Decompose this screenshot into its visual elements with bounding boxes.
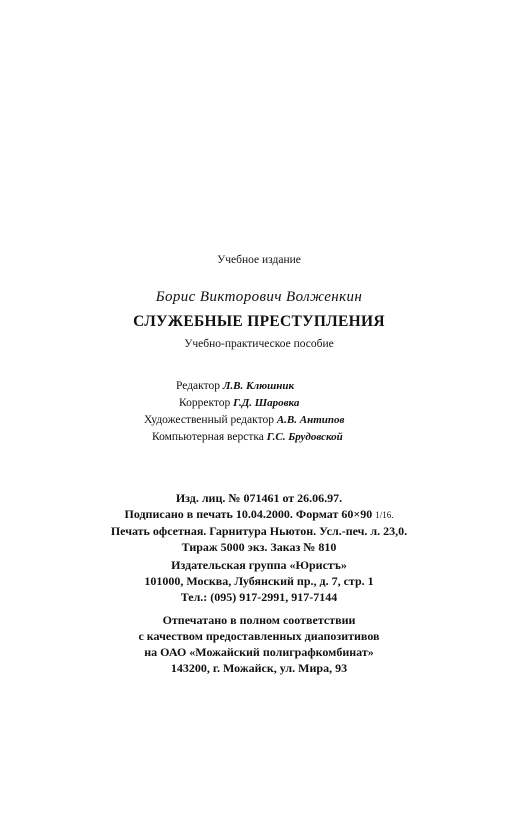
credit-layout — [152, 429, 416, 446]
credit-art-editor — [144, 412, 416, 429]
book-title: СЛУЖЕБНЫЕ ПРЕСТУПЛЕНИЯ — [133, 313, 385, 330]
credit-role: Художественный редактор — [144, 414, 274, 426]
printed-line-2: с качеством предоставленных диапозитивов — [138, 629, 380, 643]
printing-block — [0, 612, 518, 676]
publisher-name: Издательская группа «Юристъ» — [171, 558, 347, 572]
printed-line-3: на ОАО «Можайский полиграфкомбинат» — [144, 645, 374, 659]
book-subtitle: Учебно-практическое пособие — [184, 338, 334, 350]
credit-role: Корректор — [179, 397, 231, 409]
credit-role: Компьютерная верстка — [152, 431, 264, 443]
credit-name: Г.С. Брудовской — [266, 431, 343, 443]
edition-type: Учебное издание — [217, 254, 301, 266]
author-name: Борис Викторович Волженкин — [155, 289, 363, 305]
credit-proofreader — [176, 395, 416, 412]
format-fraction: 1/16. — [375, 510, 394, 520]
run-line: Тираж 5000 экз. Заказ № 810 — [181, 540, 337, 554]
credit-name: Л.В. Клюшник — [222, 380, 295, 392]
publisher-block — [0, 557, 518, 605]
print-line: Печать офсетная. Гарнитура Ньютон. Усл.-печ. л. 23,0. — [110, 524, 408, 538]
signed-line — [0, 506, 518, 523]
printed-line-4: 143200, г. Можайск, ул. Мира, 93 — [170, 661, 348, 675]
credit-role: Редактор — [176, 380, 220, 392]
credit-name: Г.Д. Шаровка — [233, 397, 300, 409]
publisher-address: 101000, Москва, Лубянский пр., д. 7, стр. 1 — [144, 574, 374, 588]
printed-line-1: Отпечатано в полном соответствии — [162, 613, 356, 627]
credit-name: А.В. Антипов — [276, 414, 345, 426]
license-line: Изд. лиц. № 071461 от 26.06.97. — [175, 491, 343, 505]
credits-list — [144, 378, 416, 446]
signed-text: Подписано в печать 10.04.2000. Формат 60×90 — [124, 507, 373, 521]
publisher-phone: Тел.: (095) 917-2991, 917-7144 — [180, 590, 338, 604]
imprint-block — [0, 490, 518, 555]
credit-editor — [176, 378, 416, 395]
